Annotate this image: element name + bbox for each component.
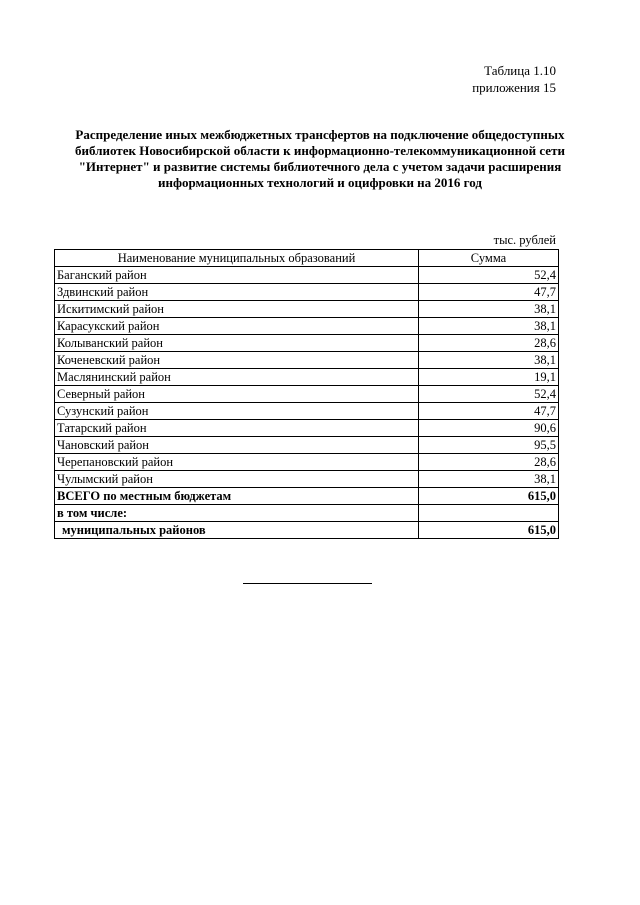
table-body <box>55 267 559 488</box>
district-sum: 28,6 <box>419 335 559 352</box>
municipal-districts-label: муниципальных районов <box>55 522 419 539</box>
total-label: ВСЕГО по местным бюджетам <box>55 488 419 505</box>
table-row <box>55 301 559 318</box>
district-name: Северный район <box>55 386 419 403</box>
district-sum: 38,1 <box>419 301 559 318</box>
district-name: Баганский район <box>55 267 419 284</box>
district-sum: 47,7 <box>419 403 559 420</box>
table-row <box>55 471 559 488</box>
transfers-table <box>54 249 559 539</box>
district-name: Коченевский район <box>55 352 419 369</box>
table-row <box>55 318 559 335</box>
district-sum: 47,7 <box>419 284 559 301</box>
district-sum: 38,1 <box>419 471 559 488</box>
table-header-row <box>55 250 559 267</box>
district-sum: 52,4 <box>419 386 559 403</box>
table-row <box>55 284 559 301</box>
district-sum: 38,1 <box>419 352 559 369</box>
district-name: Татарский район <box>55 420 419 437</box>
total-sum: 615,0 <box>419 488 559 505</box>
district-name: Колыванский район <box>55 335 419 352</box>
table-reference <box>472 62 556 96</box>
total-row <box>55 488 559 505</box>
end-separator-line <box>243 583 372 584</box>
including-label: в том числе: <box>55 505 419 522</box>
district-name: Чулымский район <box>55 471 419 488</box>
table-row <box>55 386 559 403</box>
title-line-4: информационных технологий и оцифровки на 2016 год <box>158 175 482 190</box>
table-row <box>55 352 559 369</box>
district-sum: 38,1 <box>419 318 559 335</box>
district-name: Искитимский район <box>55 301 419 318</box>
district-name: Маслянинский район <box>55 369 419 386</box>
district-sum: 95,5 <box>419 437 559 454</box>
district-sum: 19,1 <box>419 369 559 386</box>
municipal-districts-row <box>55 522 559 539</box>
district-name: Чановский район <box>55 437 419 454</box>
table-row <box>55 403 559 420</box>
document-title <box>50 127 590 191</box>
district-name: Карасукский район <box>55 318 419 335</box>
including-sum <box>419 505 559 522</box>
district-name: Сузунский район <box>55 403 419 420</box>
appendix-number: приложения 15 <box>472 80 556 95</box>
table-row <box>55 369 559 386</box>
title-line-1: Распределение иных межбюджетных трансфертов на подключение общедоступных <box>75 127 565 142</box>
district-name: Черепановский район <box>55 454 419 471</box>
column-header-sum: Сумма <box>419 250 559 267</box>
district-sum: 52,4 <box>419 267 559 284</box>
units-label: тыс. рублей <box>493 233 556 247</box>
column-header-name: Наименование муниципальных образований <box>55 250 419 267</box>
title-line-3: "Интернет" и развитие системы библиотечного дела с учетом задачи расширения <box>78 159 562 174</box>
table-row <box>55 437 559 454</box>
including-row <box>55 505 559 522</box>
district-sum: 28,6 <box>419 454 559 471</box>
table-row <box>55 454 559 471</box>
district-sum: 90,6 <box>419 420 559 437</box>
title-line-2: библиотек Новосибирской области к информационно-телекоммуникационной сети <box>75 143 565 158</box>
table-row <box>55 335 559 352</box>
district-name: Здвинский район <box>55 284 419 301</box>
municipal-districts-sum: 615,0 <box>419 522 559 539</box>
table-row <box>55 420 559 437</box>
table-row <box>55 267 559 284</box>
table-number: Таблица 1.10 <box>484 63 556 78</box>
